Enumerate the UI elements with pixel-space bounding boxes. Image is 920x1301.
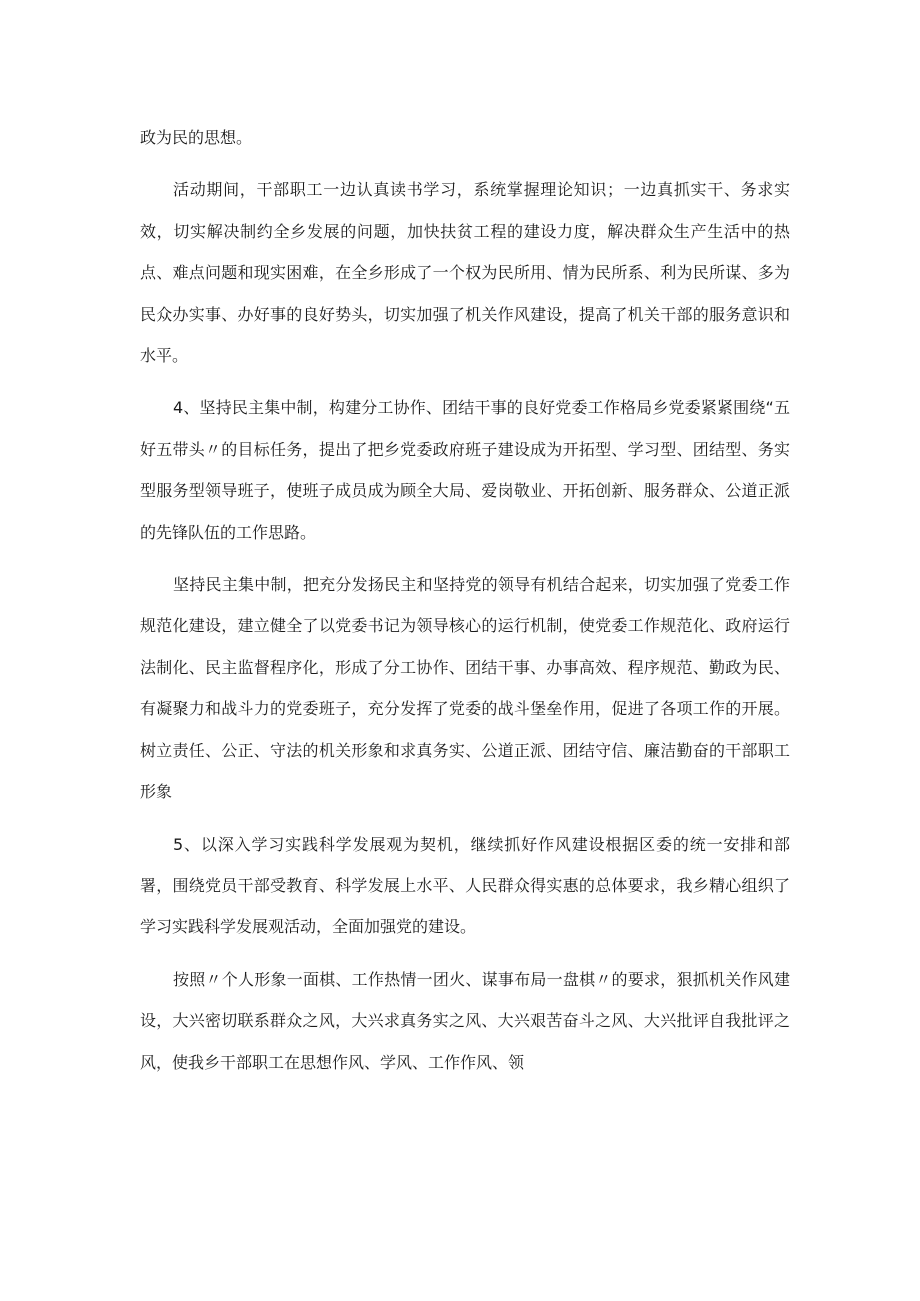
paragraph-2: 活动期间，干部职工一边认真读书学习，系统掌握理论知识；一边真抓实干、务求实效，切实解决制约全乡发展的问题，加快扶贫工程的建设力度，解决群众生产生活中的热点、难点问题和现实困难，在全乡形成了一个权为民所用、情为民所系、利为民所谋、多为民众办实事、办好事的良好势头，切实加强了机关作风建设，提高了机关干部的服务意识和水平。 — [140, 180, 790, 366]
paragraph-5: 5、以深入学习实践科学发展观为契机，继续抓好作风建设根据区委的统一安排和部署，围绕党员干部受教育、科学发展上水平、人民群众得实惠的总体要求，我乡精心组织了学习实践科学发展观活动，全面加强党的建设。 — [140, 834, 790, 937]
paragraph-1: 政为民的思想。 — [140, 128, 253, 147]
document-body — [140, 117, 790, 1094]
paragraph-3: 4、坚持民主集中制，构建分工协作、团结干事的良好党委工作格局乡党委紧紧围绕“五好五带头〃的目标任务，提出了把乡党委政府班子建设成为开拓型、学习型、团结型、务实型服务型领导班子，使班子成员成为顾全大局、爱岗敬业、开拓创新、服务群众、公道正派的先锋队伍的工作思路。 — [140, 398, 790, 542]
paragraph-6: 按照〃个人形象一面棋、工作热情一团火、谋事布局一盘棋〃的要求，狠抓机关作风建设，大兴密切联系群众之风，大兴求真务实之风、大兴艰苦奋斗之风、大兴批评自我批评之风，使我乡干部职工在思想作风、学风、工作作风、领 — [140, 969, 790, 1072]
paragraph-4: 坚持民主集中制，把充分发扬民主和坚持党的领导有机结合起来，切实加强了党委工作规范化建设，建立健全了以党委书记为领导核心的运行机制，使党委工作规范化、政府运行法制化、民主监督程序化，形成了分工协作、团结干事、办事高效、程序规范、勤政为民、有凝聚力和战斗力的党委班子，充分发挥了党委的战斗堡垒作用，促进了各项工作的开展。树立责任、公正、守法的机关形象和求真务实、公道正派、团结守信、廉洁勤奋的干部职工形象 — [140, 575, 790, 802]
